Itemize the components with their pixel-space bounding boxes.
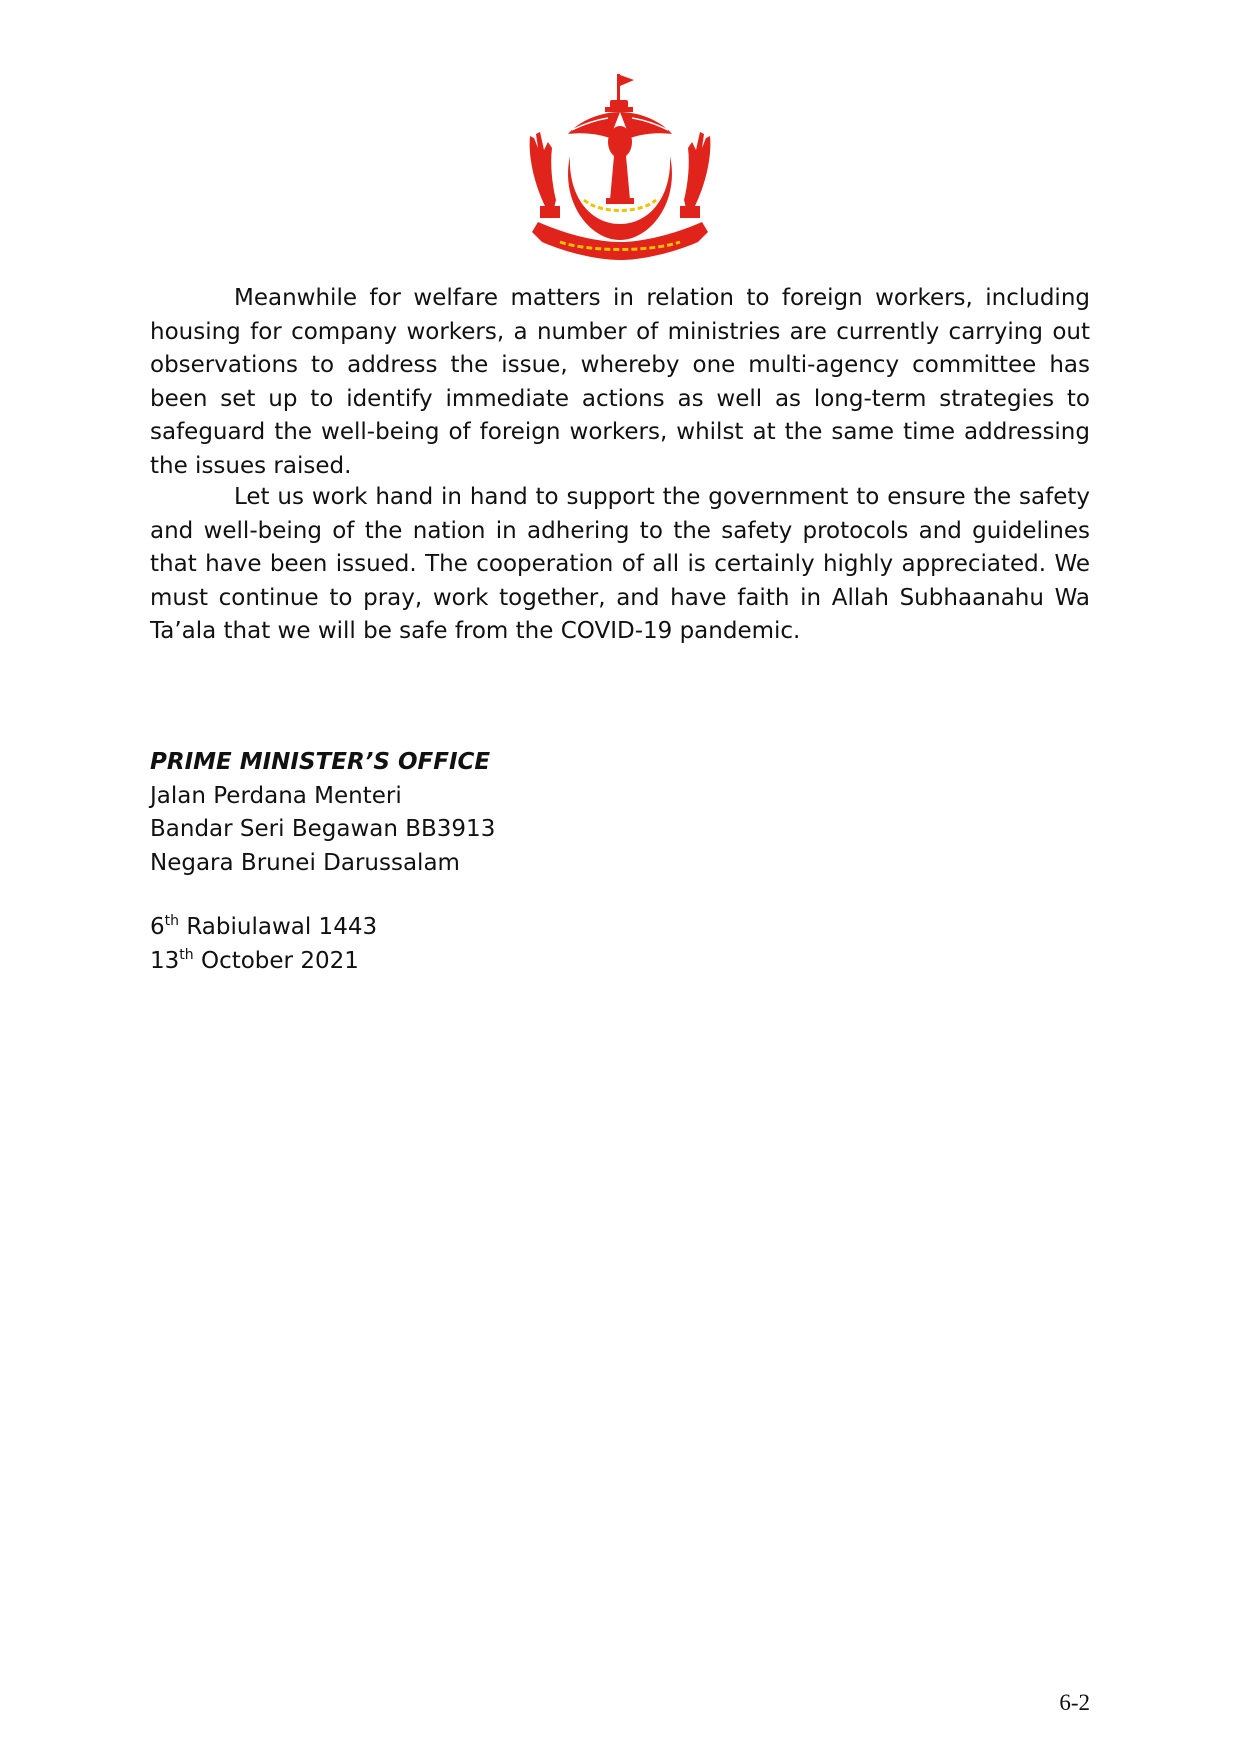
body-paragraph-welfare: Meanwhile for welfare matters in relation to foreign workers, including housing for company workers, a number of ministries are currently carrying out observations to address the issue, whereby one multi-agency committee has been set up to identify immediate actions as well as long-term strategies to safeguard the well-being of foreign workers, whilst at the same time addressing the issues raised.: [150, 285, 1090, 479]
gregorian-ordinal: th: [179, 946, 194, 963]
date-block: [150, 911, 377, 978]
office-name: PRIME MINISTER’S OFFICE: [150, 749, 491, 775]
hijri-date: [150, 911, 377, 945]
body-paragraph-cooperation: Let us work hand in hand to support the government to ensure the safety and well-being of the nation in adhering to the safety protocols and guidelines that have been issued. The cooperation of all is certainly highly appreciated. We must continue to pray, work together, and have faith in Allah Subhaanahu Wa Ta’ala that we will be safe from the COVID-19 pandemic.: [150, 484, 1090, 644]
brunei-crest-icon: [510, 72, 730, 272]
gregorian-day: 13: [150, 947, 180, 974]
gregorian-month-year: October 2021: [193, 947, 359, 974]
address-line: Jalan Perdana Menteri: [150, 782, 402, 809]
hijri-day: 6: [150, 914, 165, 940]
signature-block: [150, 746, 495, 880]
address-line: Bandar Seri Begawan BB3913: [150, 816, 496, 842]
page-number: 6-2: [1059, 1690, 1090, 1715]
gregorian-date: [150, 945, 377, 979]
address-line: Negara Brunei Darussalam: [150, 849, 460, 876]
hijri-month-year: Rabiulawal 1443: [179, 914, 378, 940]
hijri-ordinal: th: [164, 913, 180, 929]
